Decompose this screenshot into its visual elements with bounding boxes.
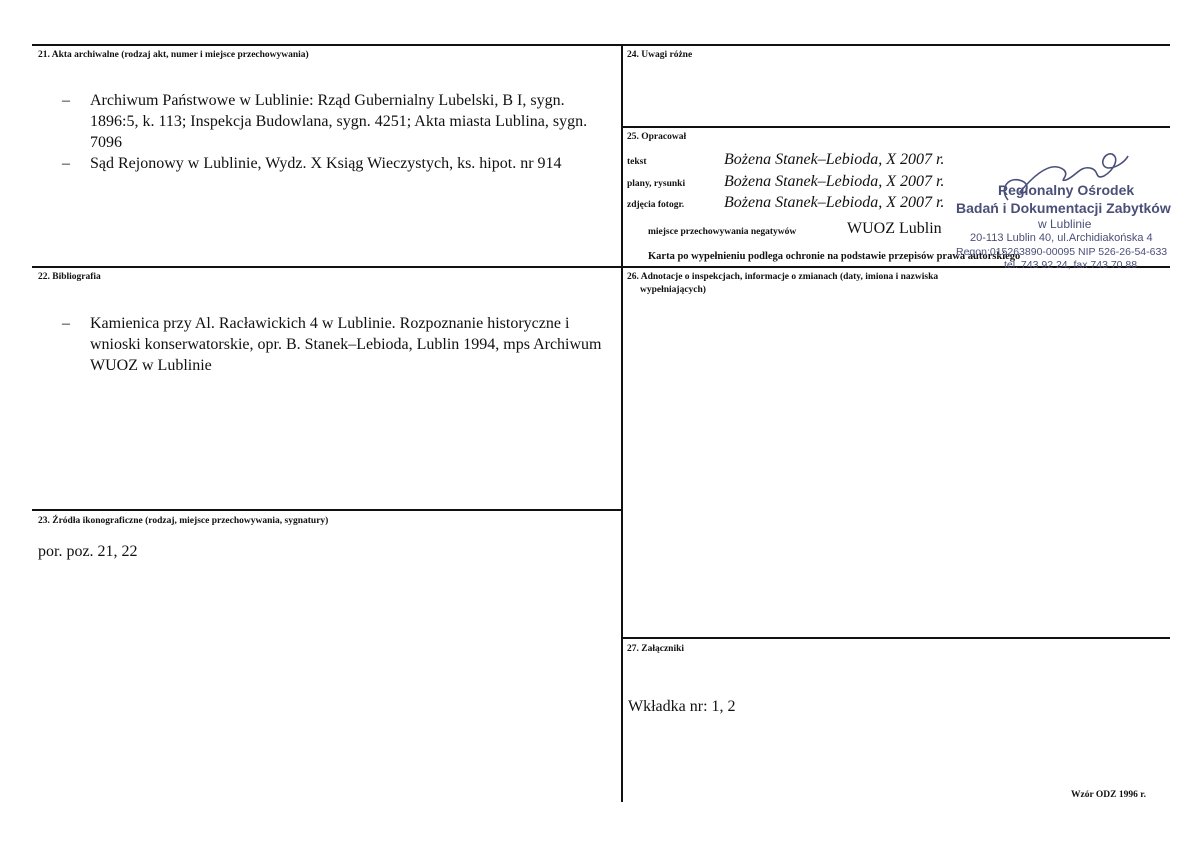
row-value-text: Bożena Stanek–Lebioda, X 2007 r. [724, 151, 945, 168]
stamp-line-1: Regionalny Ośrodek [998, 182, 1135, 198]
section-23-text: por. poz. 21, 22 [38, 543, 138, 560]
row-label-photos: zdjęcia fotogr. [627, 200, 685, 210]
row-label-text: tekst [627, 157, 647, 167]
row-value-plans: Bożena Stanek–Lebioda, X 2007 r. [724, 173, 945, 190]
copyright-note: Karta po wypełnieniu podlega ochronie na podstawie przepisów prawa autorskiego [648, 251, 1021, 262]
section-23-header: 23. Źródła ikonograficzne (rodzaj, miejsce przechowywania, sygnatury) [38, 516, 329, 526]
dash-bullet: – [62, 315, 70, 332]
rule-above-s23 [32, 509, 622, 511]
stamp [950, 140, 1198, 270]
archive-entry-2: Sąd Rejonowy w Lublinie, Wydz. X Ksiąg Wieczystych, ks. hipot. nr 914 [90, 155, 562, 172]
stamp-line-4: 20-113 Lublin 40, ul.Archidiakońska 4 [970, 232, 1153, 244]
section-22-header: 22. Bibliografia [38, 272, 101, 282]
row-value-photos: Bożena Stanek–Lebioda, X 2007 r. [724, 194, 945, 211]
top-rule [32, 44, 1170, 46]
list-item [62, 153, 602, 174]
section-26-header: 26. Adnotacje o inspekcjach, informacje o zmianach (daty, imiona i nazwiska [627, 272, 939, 282]
section-21-body [62, 90, 602, 174]
form-template-label: Wzór ODZ 1996 r. [1071, 790, 1146, 800]
stamp-line-6: tel. 743 92 24, fax 743 70 88 [1004, 259, 1138, 271]
stamp-line-3: w Lublinie [1038, 217, 1092, 231]
section-27-header: 27. Załączniki [627, 644, 685, 654]
rule-above-s27 [622, 637, 1170, 639]
dash-bullet: – [62, 155, 70, 172]
negatives-value: WUOZ Lublin [847, 220, 942, 237]
section-26-header-cont: wypełniających) [640, 285, 706, 295]
dash-bullet: – [62, 92, 70, 109]
rule-below-s24 [622, 126, 1170, 128]
stamp-line-5: Regon:015263890-00095 NIP 526-26-54-633 [956, 246, 1168, 258]
section-21-header: 21. Akta archiwalne (rodzaj akt, numer i miejsce przechowywania) [38, 50, 309, 60]
section-24-header: 24. Uwagi różne [627, 50, 693, 60]
bibliography-entry-1: Kamienica przy Al. Racławickich 4 w Lublinie. Rozpoznanie historyczne i wnioski konserwatorskie, opr. B. Stanek–Lebioda, Lublin 1994, mps Archiwum WUOZ w Lublinie [90, 315, 602, 374]
row-label-plans: plany, rysunki [627, 179, 686, 189]
section-27-text: Wkładka nr: 1, 2 [628, 698, 736, 715]
column-divider [621, 44, 623, 802]
rule-above-s22 [32, 266, 622, 268]
list-item [62, 313, 602, 376]
negatives-label: miejsce przechowywania negatywów [648, 227, 797, 237]
archive-entry-1: Archiwum Państwowe w Lublinie: Rząd Gubernialny Lubelski, B I, sygn. 1896:5, k. 113; Inspekcja Budowlana, sygn. 4251; Akta miasta Lublina, sygn. 7096 [90, 92, 588, 151]
stamp-line-2: Badań i Dokumentacji Zabytków [956, 200, 1171, 216]
section-25-header: 25. Opracował [627, 132, 687, 142]
section-22-body [62, 313, 602, 376]
list-item [62, 90, 602, 153]
